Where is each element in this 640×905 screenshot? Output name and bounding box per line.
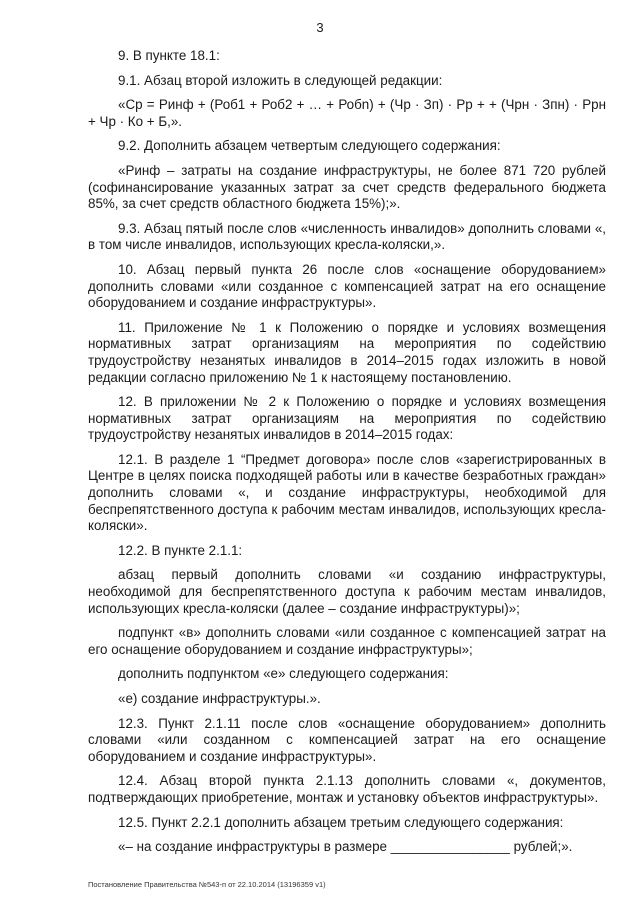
paragraph-12: 12. В приложении № 2 к Положению о порядке и условиях возмещения нормативных затрат организациям на мероприятия по содействию трудоустройству незанятых инвалидов в 2014–2015 годах: <box>88 394 606 443</box>
paragraph-12-1: 12.1. В разделе 1 “Предмет договора» после слов «зарегистрированных в Центре в целях поиска подходящей работы или в качестве безработных граждан» дополнить словами «, и создание инфраструктуры, необходимой для беспрепятственного доступа к рабочим местам инвалидов, использующих кресла-коляски». <box>88 451 606 534</box>
page-number: 3 <box>316 20 324 35</box>
paragraph-9-1: 9.1. Абзац второй изложить в следующей редакции: <box>118 72 443 88</box>
paragraph-9: 9. В пункте 18.1: <box>118 48 220 63</box>
document-body <box>88 48 606 864</box>
paragraph-12-5-a: «– на создание инфраструктуры в размере ________________ рублей;». <box>118 839 573 855</box>
paragraph-12-2: 12.2. В пункте 2.1.1: <box>118 542 243 558</box>
rinf-definition: «Ринф – затраты на создание инфраструктуры, не более 871 720 рублей (софинансирование указанных затрат за счет средств федерального бюджета 85%, за счет средств областного бюджета 15%);». <box>88 162 606 212</box>
paragraph-12-3: 12.3. Пункт 2.1.11 после слов «оснащение оборудованием» дополнить словами «или созданном с компенсацией затрат на его оснащение оборудованием и создание инфраструктуры». <box>88 715 606 764</box>
formula-paragraph: «Ср = Ринф + (Роб1 + Роб2 + … + Робn) + (Чр · Зп) · Рр + + (Чрн · Зпн) · Ррн + Чр · Ко + Б,». <box>88 97 606 129</box>
paragraph-12-2-b: подпункт «в» дополнить словами «или созданное с компенсацией затрат на его оснащение оборудованием и создание инфраструктуры»; <box>88 625 606 657</box>
paragraph-12-2-c: дополнить подпунктом «е» следующего содержания: <box>118 666 449 682</box>
paragraph-12-5: 12.5. Пункт 2.2.1 дополнить абзацем третьим следующего содержания: <box>118 814 564 830</box>
paragraph-9-3: 9.3. Абзац пятый после слов «численность инвалидов» дополнить словами «, в том числе инвалидов, использующих кресла-коляски,». <box>88 220 606 253</box>
paragraph-12-2-d: «е) создание инфраструктуры.». <box>118 691 321 706</box>
document-footer: Постановление Правительства №543-п от 22.10.2014 (13196359 v1) <box>88 880 326 889</box>
paragraph-10: 10. Абзац первый пункта 26 после слов «оснащение оборудованием» дополнить словами «или созданное с компенсацией затрат на его оснащение оборудованием и создание инфраструктуры». <box>88 261 606 311</box>
paragraph-11: 11. Приложение № 1 к Положению о порядке и условиях возмещения нормативных затрат организациям на мероприятия по содействию трудоустройству незанятых инвалидов в 2014–2015 годах изложить в новой редакции согласно приложению № 1 к настоящему постановлению. <box>88 319 606 385</box>
paragraph-12-4: 12.4. Абзац второй пункта 2.1.13 дополнить словами «, документов, подтверждающих приобретение, монтаж и установку объектов инфраструктуры». <box>88 773 606 805</box>
paragraph-9-2: 9.2. Дополнить абзацем четвертым следующего содержания: <box>118 138 501 154</box>
paragraph-12-2-a: абзац первый дополнить словами «и созданию инфраструктуры, необходимой для беспрепятственного доступа к рабочим местам инвалидов, использующих кресла-коляски (далее – создание инфраструктуры)»; <box>88 567 606 616</box>
